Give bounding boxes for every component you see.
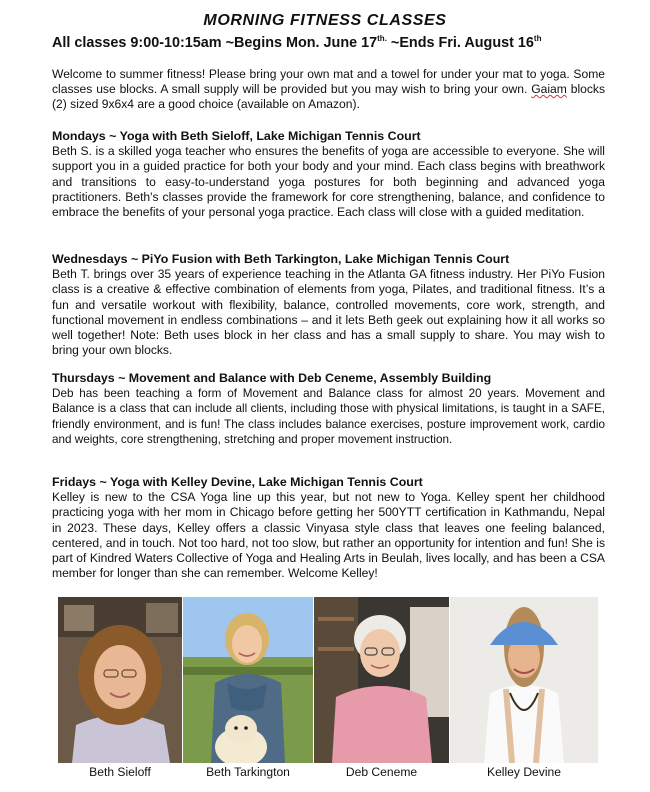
photo-kelley-devine — [450, 597, 598, 763]
photo-beth-tarkington — [183, 597, 313, 763]
schedule-begins: All classes 9:00-10:15am ~Begins Mon. June 17 — [52, 35, 378, 51]
intro-text-b: blocks (2) sized 9x6x4 are a good choice (available on Amazon). — [52, 82, 605, 112]
portrait-image — [314, 597, 449, 763]
ends-ordinal: th — [533, 34, 542, 43]
spellcheck-flagged-word: Gaiam — [531, 82, 567, 97]
instructor-photos — [58, 597, 598, 763]
class-section-monday — [52, 129, 605, 220]
schedule-line — [52, 34, 541, 51]
section-heading: Thursdays ~ Movement and Balance with Deb Ceneme, Assembly Building — [52, 371, 492, 385]
section-description: Deb has been teaching a form of Movement and Balance class for almost 20 years. Movement and Balance is a class that can include all clients, including those with physical limitations, is taught in a SAFE, friendly environment, and is fun! The class includes balance exercises, posture improvement work, cardio and weights, core strengthening, stretching and proper movement instruction. — [52, 387, 605, 446]
section-description: Beth S. is a skilled yoga teacher who ensures the benefits of yoga are accessible to everyone. She will support you in a guided practice for both your body and your mind. Each class begins with breathwork and transitions to easy-to-understand yoga postures for both beginning and advanced yoga practitioners. Beth's classes provide the framework for core strengthening, balance, and confidence to embrace the benefits of your personal yoga practice. Each class will close with a guided meditation. — [52, 144, 605, 220]
section-description: Beth T. brings over 35 years of experience teaching in the Atlanta GA fitness industry. Her PiYo Fusion class is a creative & effective combination of elements from yoga, Pilates, and traditional fitness. It’s a fun and versatile workout with flexibility, balance, controlled movements, core work, strength, and functional movement in endless combinations – and it lets Beth geek out explaining how it all works so well together! Note: Beth uses block in her class and has a small supply to share. You may wish to bring your own blocks. — [52, 267, 605, 358]
schedule-ends: ~Ends Fri. August 16 — [386, 35, 534, 51]
intro-paragraph — [52, 67, 605, 113]
caption-deb-ceneme: Deb Ceneme — [345, 765, 418, 779]
caption-beth-tarkington: Beth Tarkington — [206, 765, 290, 779]
class-section-thursday — [52, 371, 605, 447]
portrait-image — [58, 597, 182, 763]
section-heading: Mondays ~ Yoga with Beth Sieloff, Lake Michigan Tennis Court — [52, 129, 421, 143]
section-description: Kelley is new to the CSA Yoga line up this year, but not new to Yoga. Kelley spent her childhood practicing yoga with her mom in Chicago before getting her 500YTT certification in Kathmandu, Nepal in 2023. These days, Kelley offers a classic Vinyasa style class that leaves one feeling balanced, centered, and in touch. Not too hard, not too slow, but rather an opportunity for intention and fun! She is part of Kindred Waters Collective of Yoga and Healing Arts in Beulah, lives locally, and has been a CSA member for longer than she can remember. Welcome Kelley! — [52, 490, 605, 581]
class-section-friday — [52, 475, 605, 581]
portrait-image — [450, 597, 598, 763]
caption-beth-sieloff: Beth Sieloff — [89, 765, 151, 779]
section-heading: Wednesdays ~ PiYo Fusion with Beth Tarkington, Lake Michigan Tennis Court — [52, 252, 510, 266]
begins-ordinal: th. — [377, 34, 387, 43]
caption-kelley-devine: Kelley Devine — [487, 765, 561, 779]
photo-beth-sieloff — [58, 597, 182, 763]
photo-deb-ceneme — [314, 597, 449, 763]
page-title: MORNING FITNESS CLASSES — [203, 12, 447, 29]
section-heading: Fridays ~ Yoga with Kelley Devine, Lake Michigan Tennis Court — [52, 475, 423, 489]
intro-text-a: Welcome to summer fitness! Please bring your own mat and a towel for under your mat to yoga. Some classes use blocks. A small supply will be provided but you may wish to bring your own. — [52, 67, 605, 97]
portrait-image — [183, 597, 313, 763]
class-section-wednesday — [52, 252, 605, 358]
